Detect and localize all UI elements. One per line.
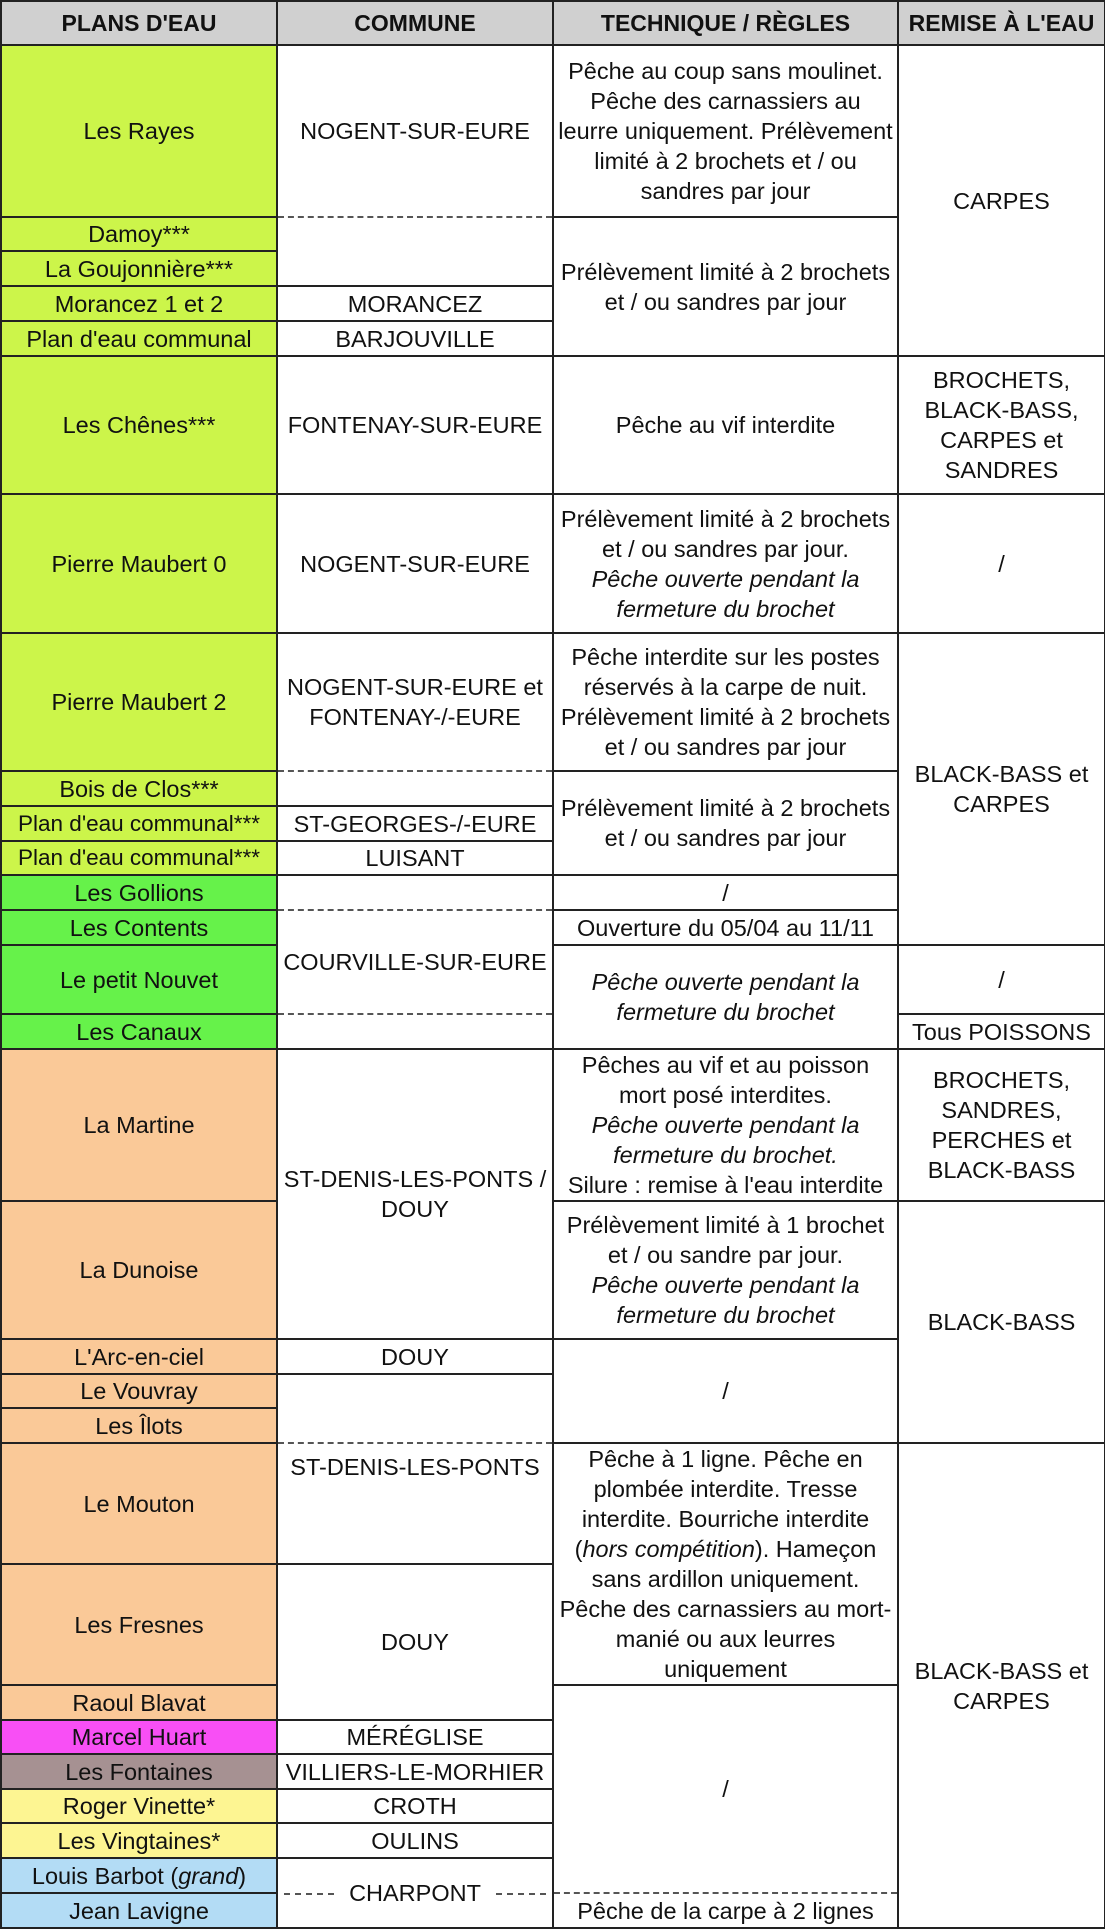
rules-text-italic: Pêche ouverte pendant la fermeture du brochet — [591, 565, 860, 622]
lake-name: Les Contents — [1, 910, 277, 945]
lake-name: Les Fresnes — [1, 1564, 277, 1685]
release-cell: / — [898, 494, 1105, 633]
commune-cell: MORANCEZ — [277, 286, 553, 321]
lake-name: Roger Vinette* — [1, 1789, 277, 1823]
lake-name: La Goujonnière*** — [1, 251, 277, 286]
lake-name: Pierre Maubert 0 — [1, 494, 277, 633]
rules-cell: Pêche au vif interdite — [553, 356, 898, 494]
lake-name: Le Vouvray — [1, 1374, 277, 1408]
rules-cell: Prélèvement limité à 2 brochets et / ou sandres par jour — [553, 217, 898, 356]
header-lake: PLANS D'EAU — [1, 1, 277, 45]
lake-name: Plan d'eau communal*** — [1, 806, 277, 841]
lake-name: Morancez 1 et 2 — [1, 286, 277, 321]
release-cell: Tous POISSONS — [898, 1014, 1105, 1049]
lake-name: Le petit Nouvet — [1, 945, 277, 1014]
commune-cell — [277, 875, 553, 910]
table-row — [1, 494, 1105, 633]
rules-cell: Pêche ouverte pendant la fermeture du brochet — [553, 945, 898, 1049]
table-row — [1, 356, 1105, 494]
commune-cell — [277, 217, 553, 286]
commune-dash-right — [496, 1893, 546, 1895]
commune-cell: ST-GEORGES-/-EURE — [277, 806, 553, 841]
commune-cell: LUISANT — [277, 841, 553, 875]
rules-text: Prélèvement limité à 2 brochets et / ou sandres par jour. — [560, 505, 891, 562]
lake-name: Les Îlots — [1, 1408, 277, 1443]
table-row — [1, 45, 1105, 217]
commune-cell: CROTH — [277, 1789, 553, 1823]
lake-name-text: Louis Barbot ( — [31, 1862, 179, 1889]
header-rules: TECHNIQUE / RÈGLES — [553, 1, 898, 45]
release-cell: BROCHETS, SANDRES, PERCHES et BLACK-BASS — [898, 1049, 1105, 1201]
lake-name: Marcel Huart — [1, 1720, 277, 1754]
commune-cell: COURVILLE-SUR-EURE — [277, 910, 553, 1014]
rules-cell — [553, 1443, 898, 1685]
commune-cell: BARJOUVILLE — [277, 321, 553, 356]
commune-cell: NOGENT-SUR-EURE — [277, 45, 553, 217]
lake-name: La Dunoise — [1, 1201, 277, 1339]
lake-name: Les Rayes — [1, 45, 277, 217]
lake-name-italic: grand — [178, 1862, 239, 1889]
commune-cell: DOUY — [277, 1339, 553, 1374]
commune-cell: FONTENAY-SUR-EURE — [277, 356, 553, 494]
rules-text: Pêche à 1 ligne. Pêche en plombée interdite. Tresse interdite. Bourriche interdite ( — [574, 1446, 870, 1562]
rules-cell: / — [553, 1339, 898, 1443]
lake-name: Pierre Maubert 2 — [1, 633, 277, 771]
rules-cell: Pêche interdite sur les postes réservés à la carpe de nuit. Prélèvement limité à 2 brochets et / ou sandres par jour — [553, 633, 898, 771]
header-commune: COMMUNE — [277, 1, 553, 45]
commune-text: CHARPONT — [349, 1880, 481, 1906]
rules-text: Pêches au vif et au poisson mort posé interdites. — [581, 1052, 870, 1108]
commune-cell: NOGENT-SUR-EURE — [277, 494, 553, 633]
lake-name: Damoy*** — [1, 217, 277, 251]
lake-name-text: ) — [238, 1862, 247, 1889]
lake-name: Le Mouton — [1, 1443, 277, 1564]
commune-cell: OULINS — [277, 1823, 553, 1858]
release-cell: BLACK-BASS — [898, 1201, 1105, 1443]
rules-text-italic: Pêche ouverte pendant la fermeture du brochet. — [591, 1112, 860, 1168]
lake-name: Plan d'eau communal*** — [1, 841, 277, 875]
commune-cell: NOGENT-SUR-EURE et FONTENAY-/-EURE — [277, 633, 553, 771]
commune-dash-left — [284, 1893, 334, 1895]
lake-name: Les Chênes*** — [1, 356, 277, 494]
table-row — [1, 1201, 1105, 1339]
rules-text: Prélèvement limité à 1 brochet et / ou sandre par jour. — [566, 1212, 885, 1268]
rules-cell — [553, 1201, 898, 1339]
lake-name: Les Canaux — [1, 1014, 277, 1049]
rules-text: Silure : remise à l'eau interdite — [567, 1172, 884, 1198]
rules-cell: Pêche au coup sans moulinet. Pêche des carnassiers au leurre uniquement. Prélèvement limité à 2 brochets et / ou sandres par jour — [553, 45, 898, 217]
commune-cell: MÉRÉGLISE — [277, 1720, 553, 1754]
release-cell: / — [898, 945, 1105, 1014]
commune-cell: ST-DENIS-LES-PONTS / DOUY — [277, 1049, 553, 1339]
commune-cell — [277, 1374, 553, 1443]
table-row — [1, 1443, 1105, 1564]
commune-cell — [277, 1014, 553, 1049]
release-cell: CARPES — [898, 45, 1105, 356]
commune-cell: ST-DENIS-LES-PONTS — [277, 1443, 553, 1564]
rules-text-italic: hors compétition — [582, 1536, 755, 1562]
lake-name: Les Gollions — [1, 875, 277, 910]
lake-name: Les Vingtaines* — [1, 1823, 277, 1858]
lake-name — [1, 1858, 277, 1893]
commune-cell: DOUY — [277, 1564, 553, 1720]
lake-name: Jean Lavigne — [1, 1893, 277, 1928]
lake-name: La Martine — [1, 1049, 277, 1201]
rules-cell: Ouverture du 05/04 au 11/11 — [553, 910, 898, 945]
commune-cell — [277, 771, 553, 806]
release-cell: BROCHETS, BLACK-BASS, CARPES et SANDRES — [898, 356, 1105, 494]
release-cell: BLACK-BASS et CARPES — [898, 633, 1105, 945]
rules-cell: / — [553, 875, 898, 910]
commune-cell: VILLIERS-LE-MORHIER — [277, 1754, 553, 1789]
release-cell: BLACK-BASS et CARPES — [898, 1443, 1105, 1928]
rules-text: ). Hameçon sans ardillon uniquement. Pêche des carnassiers au mort-manié ou aux leurres uniquement — [559, 1536, 892, 1682]
lake-name: Raoul Blavat — [1, 1685, 277, 1720]
rules-text-italic: Pêche ouverte pendant la fermeture du brochet — [591, 1272, 860, 1328]
header-release: REMISE À L'EAU — [898, 1, 1105, 45]
rules-cell — [553, 494, 898, 633]
rules-cell — [553, 1049, 898, 1201]
lake-name: Bois de Clos*** — [1, 771, 277, 806]
table-row — [1, 1049, 1105, 1201]
rules-cell: Prélèvement limité à 2 brochets et / ou sandres par jour — [553, 771, 898, 875]
lake-name: L'Arc-en-ciel — [1, 1339, 277, 1374]
commune-cell — [277, 1858, 553, 1928]
rules-cell: Pêche de la carpe à 2 lignes — [553, 1893, 898, 1928]
table-row — [1, 633, 1105, 771]
table-header-row — [1, 1, 1105, 45]
rules-cell: / — [553, 1685, 898, 1893]
lake-name: Les Fontaines — [1, 1754, 277, 1789]
table-row — [1, 945, 1105, 1014]
lake-name: Plan d'eau communal — [1, 321, 277, 356]
